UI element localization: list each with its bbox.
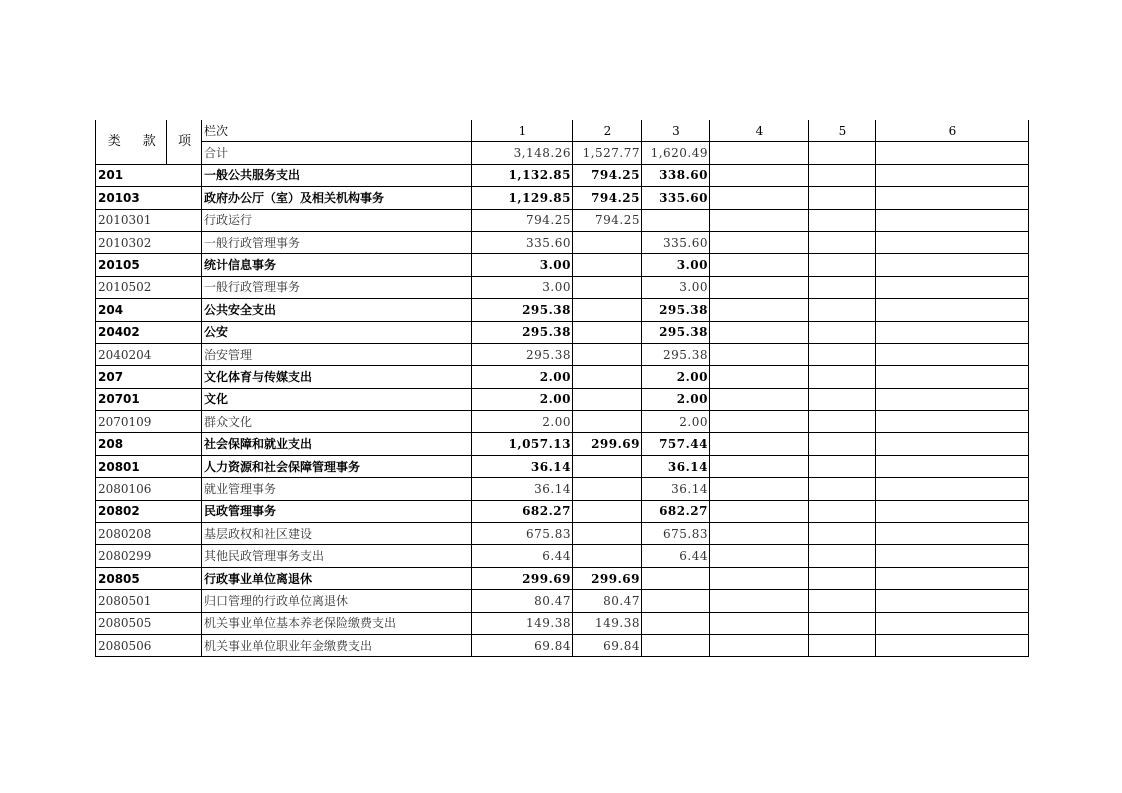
row-value-col-5 [809, 567, 876, 589]
table-row [96, 366, 1029, 388]
row-name: 就业管理事务 [202, 478, 472, 500]
row-value-col-4 [710, 411, 809, 433]
row-value-col-6 [876, 321, 1029, 343]
row-value-col-2: 80.47 [573, 590, 642, 612]
row-value-col-6 [876, 299, 1029, 321]
row-value-col-5 [809, 545, 876, 567]
expenditure-table [95, 120, 1029, 657]
row-code: 20701 [96, 388, 202, 410]
table-row [96, 254, 1029, 276]
row-value-col-6 [876, 500, 1029, 522]
table-row [96, 523, 1029, 545]
row-code: 2010502 [96, 276, 202, 298]
row-name: 行政事业单位离退休 [202, 567, 472, 589]
row-value-col-3: 3.00 [642, 254, 710, 276]
row-name: 归口管理的行政单位离退休 [202, 590, 472, 612]
row-value-col-4 [710, 388, 809, 410]
row-value-col-1: 2.00 [472, 366, 573, 388]
row-code: 2010301 [96, 209, 202, 231]
row-value-col-3: 295.38 [642, 321, 710, 343]
row-value-col-5 [809, 254, 876, 276]
row-value-col-2 [573, 321, 642, 343]
row-value-col-1: 36.14 [472, 478, 573, 500]
table-row [96, 500, 1029, 522]
row-value-col-4 [710, 321, 809, 343]
total-value-2: 1,527.77 [573, 142, 642, 164]
row-value-col-1: 69.84 [472, 634, 573, 656]
row-value-col-4 [710, 567, 809, 589]
row-value-col-6 [876, 612, 1029, 634]
table-row [96, 299, 1029, 321]
total-value-5 [809, 142, 876, 164]
row-name: 机关事业单位基本养老保险缴费支出 [202, 612, 472, 634]
row-value-col-4 [710, 299, 809, 321]
header-col-4: 4 [710, 120, 809, 142]
row-value-col-1: 682.27 [472, 500, 573, 522]
table-row [96, 455, 1029, 477]
row-name: 一般行政管理事务 [202, 231, 472, 253]
row-code: 2080506 [96, 634, 202, 656]
row-code: 207 [96, 366, 202, 388]
row-name: 一般行政管理事务 [202, 276, 472, 298]
row-name: 民政管理事务 [202, 500, 472, 522]
row-value-col-4 [710, 433, 809, 455]
table-row [96, 231, 1029, 253]
row-value-col-5 [809, 590, 876, 612]
row-value-col-6 [876, 590, 1029, 612]
row-value-col-2 [573, 500, 642, 522]
row-value-col-3: 335.60 [642, 187, 710, 209]
row-name: 社会保障和就业支出 [202, 433, 472, 455]
row-value-col-1: 2.00 [472, 411, 573, 433]
row-value-col-4 [710, 523, 809, 545]
row-code: 20802 [96, 500, 202, 522]
row-name: 基层政权和社区建设 [202, 523, 472, 545]
row-value-col-4 [710, 164, 809, 186]
row-value-col-6 [876, 455, 1029, 477]
total-value-6 [876, 142, 1029, 164]
row-value-col-5 [809, 187, 876, 209]
row-code: 2080208 [96, 523, 202, 545]
row-value-col-5 [809, 299, 876, 321]
table-row [96, 343, 1029, 365]
table-row [96, 590, 1029, 612]
row-value-col-1: 295.38 [472, 343, 573, 365]
header-col-3: 3 [642, 120, 710, 142]
row-value-col-5 [809, 343, 876, 365]
row-code: 204 [96, 299, 202, 321]
row-value-col-2 [573, 343, 642, 365]
row-value-col-1: 675.83 [472, 523, 573, 545]
row-value-col-6 [876, 164, 1029, 186]
row-value-col-5 [809, 276, 876, 298]
row-value-col-3: 295.38 [642, 299, 710, 321]
row-value-col-3: 36.14 [642, 478, 710, 500]
row-value-col-4 [710, 500, 809, 522]
row-value-col-5 [809, 231, 876, 253]
table-row [96, 478, 1029, 500]
row-value-col-5 [809, 478, 876, 500]
row-value-col-4 [710, 634, 809, 656]
row-value-col-2 [573, 276, 642, 298]
row-value-col-1: 3.00 [472, 276, 573, 298]
total-value-3: 1,620.49 [642, 142, 710, 164]
row-value-col-2: 794.25 [573, 187, 642, 209]
row-value-col-6 [876, 433, 1029, 455]
row-code: 20103 [96, 187, 202, 209]
row-value-col-6 [876, 567, 1029, 589]
row-name: 统计信息事务 [202, 254, 472, 276]
row-name: 行政运行 [202, 209, 472, 231]
row-value-col-3: 2.00 [642, 411, 710, 433]
row-value-col-4 [710, 343, 809, 365]
row-code: 20105 [96, 254, 202, 276]
row-value-col-4 [710, 545, 809, 567]
header-category-xiang: 项 [167, 120, 202, 164]
row-value-col-2: 299.69 [573, 433, 642, 455]
row-value-col-1: 1,057.13 [472, 433, 573, 455]
row-value-col-6 [876, 634, 1029, 656]
row-value-col-3: 36.14 [642, 455, 710, 477]
row-code: 2080299 [96, 545, 202, 567]
row-value-col-3: 3.00 [642, 276, 710, 298]
row-value-col-2 [573, 299, 642, 321]
row-value-col-5 [809, 411, 876, 433]
table-row [96, 411, 1029, 433]
row-value-col-2 [573, 455, 642, 477]
row-name: 治安管理 [202, 343, 472, 365]
row-code: 20801 [96, 455, 202, 477]
table-row [96, 634, 1029, 656]
row-value-col-2 [573, 411, 642, 433]
row-value-col-2: 149.38 [573, 612, 642, 634]
row-value-col-3 [642, 612, 710, 634]
row-code: 2070109 [96, 411, 202, 433]
row-value-col-6 [876, 366, 1029, 388]
row-value-col-4 [710, 612, 809, 634]
row-value-col-6 [876, 276, 1029, 298]
row-value-col-3: 338.60 [642, 164, 710, 186]
row-code: 2080106 [96, 478, 202, 500]
row-value-col-5 [809, 388, 876, 410]
row-value-col-6 [876, 478, 1029, 500]
row-value-col-2 [573, 254, 642, 276]
total-label: 合计 [202, 142, 472, 164]
header-column-label: 栏次 [202, 120, 472, 142]
row-value-col-3 [642, 590, 710, 612]
row-value-col-4 [710, 254, 809, 276]
row-value-col-6 [876, 343, 1029, 365]
row-value-col-4 [710, 590, 809, 612]
row-value-col-3: 295.38 [642, 343, 710, 365]
total-value-1: 3,148.26 [472, 142, 573, 164]
row-name: 文化 [202, 388, 472, 410]
row-value-col-2 [573, 388, 642, 410]
row-code: 20805 [96, 567, 202, 589]
header-row-column-numbers [96, 120, 1029, 142]
header-col-2: 2 [573, 120, 642, 142]
row-value-col-2: 299.69 [573, 567, 642, 589]
row-value-col-2 [573, 231, 642, 253]
row-value-col-5 [809, 209, 876, 231]
row-value-col-5 [809, 433, 876, 455]
row-value-col-1: 794.25 [472, 209, 573, 231]
table-row [96, 612, 1029, 634]
row-value-col-3 [642, 567, 710, 589]
row-value-col-2 [573, 523, 642, 545]
row-value-col-3: 757.44 [642, 433, 710, 455]
row-name: 其他民政管理事务支出 [202, 545, 472, 567]
row-code: 2080505 [96, 612, 202, 634]
row-code: 2080501 [96, 590, 202, 612]
row-value-col-6 [876, 254, 1029, 276]
row-value-col-1: 299.69 [472, 567, 573, 589]
row-value-col-5 [809, 500, 876, 522]
row-name: 群众文化 [202, 411, 472, 433]
row-value-col-6 [876, 523, 1029, 545]
row-code: 208 [96, 433, 202, 455]
table-row [96, 545, 1029, 567]
row-value-col-4 [710, 231, 809, 253]
header-category-kuan: 款 [132, 120, 167, 164]
row-value-col-3: 675.83 [642, 523, 710, 545]
row-value-col-4 [710, 209, 809, 231]
row-value-col-6 [876, 209, 1029, 231]
row-value-col-5 [809, 366, 876, 388]
row-value-col-4 [710, 366, 809, 388]
header-col-6: 6 [876, 120, 1029, 142]
row-value-col-1: 295.38 [472, 299, 573, 321]
row-value-col-5 [809, 612, 876, 634]
table-body [96, 120, 1029, 657]
row-value-col-5 [809, 455, 876, 477]
row-name: 公共安全支出 [202, 299, 472, 321]
row-code: 2040204 [96, 343, 202, 365]
row-value-col-2 [573, 366, 642, 388]
header-col-1: 1 [472, 120, 573, 142]
table-row [96, 433, 1029, 455]
row-value-col-5 [809, 634, 876, 656]
row-value-col-2: 69.84 [573, 634, 642, 656]
table-row [96, 276, 1029, 298]
row-value-col-3: 6.44 [642, 545, 710, 567]
row-value-col-1: 335.60 [472, 231, 573, 253]
row-code: 20402 [96, 321, 202, 343]
row-value-col-1: 1,129.85 [472, 187, 573, 209]
row-value-col-4 [710, 187, 809, 209]
row-name: 公安 [202, 321, 472, 343]
row-name: 文化体育与传媒支出 [202, 366, 472, 388]
row-value-col-1: 80.47 [472, 590, 573, 612]
row-value-col-3: 2.00 [642, 388, 710, 410]
row-value-col-3: 335.60 [642, 231, 710, 253]
row-value-col-2: 794.25 [573, 164, 642, 186]
row-value-col-3: 682.27 [642, 500, 710, 522]
row-name: 政府办公厅（室）及相关机构事务 [202, 187, 472, 209]
table-row [96, 388, 1029, 410]
table-row [96, 209, 1029, 231]
row-value-col-1: 6.44 [472, 545, 573, 567]
total-value-4 [710, 142, 809, 164]
row-value-col-4 [710, 478, 809, 500]
row-value-col-1: 2.00 [472, 388, 573, 410]
row-value-col-3 [642, 209, 710, 231]
row-value-col-1: 3.00 [472, 254, 573, 276]
row-value-col-5 [809, 523, 876, 545]
row-value-col-2 [573, 478, 642, 500]
row-code: 2010302 [96, 231, 202, 253]
row-value-col-5 [809, 164, 876, 186]
table-row [96, 321, 1029, 343]
row-value-col-6 [876, 411, 1029, 433]
row-value-col-4 [710, 455, 809, 477]
header-col-5: 5 [809, 120, 876, 142]
row-value-col-4 [710, 276, 809, 298]
row-value-col-1: 1,132.85 [472, 164, 573, 186]
row-value-col-1: 295.38 [472, 321, 573, 343]
row-code: 201 [96, 164, 202, 186]
row-value-col-2 [573, 545, 642, 567]
header-category-lei: 类 [96, 120, 132, 164]
row-value-col-1: 149.38 [472, 612, 573, 634]
row-name: 一般公共服务支出 [202, 164, 472, 186]
row-value-col-6 [876, 388, 1029, 410]
table-row [96, 164, 1029, 186]
table-row [96, 567, 1029, 589]
row-value-col-6 [876, 187, 1029, 209]
row-name: 机关事业单位职业年金缴费支出 [202, 634, 472, 656]
row-value-col-1: 36.14 [472, 455, 573, 477]
row-value-col-5 [809, 321, 876, 343]
row-value-col-3: 2.00 [642, 366, 710, 388]
row-value-col-6 [876, 545, 1029, 567]
row-value-col-2: 794.25 [573, 209, 642, 231]
table-row [96, 187, 1029, 209]
row-value-col-6 [876, 231, 1029, 253]
total-row [96, 142, 1029, 164]
row-name: 人力资源和社会保障管理事务 [202, 455, 472, 477]
row-value-col-3 [642, 634, 710, 656]
